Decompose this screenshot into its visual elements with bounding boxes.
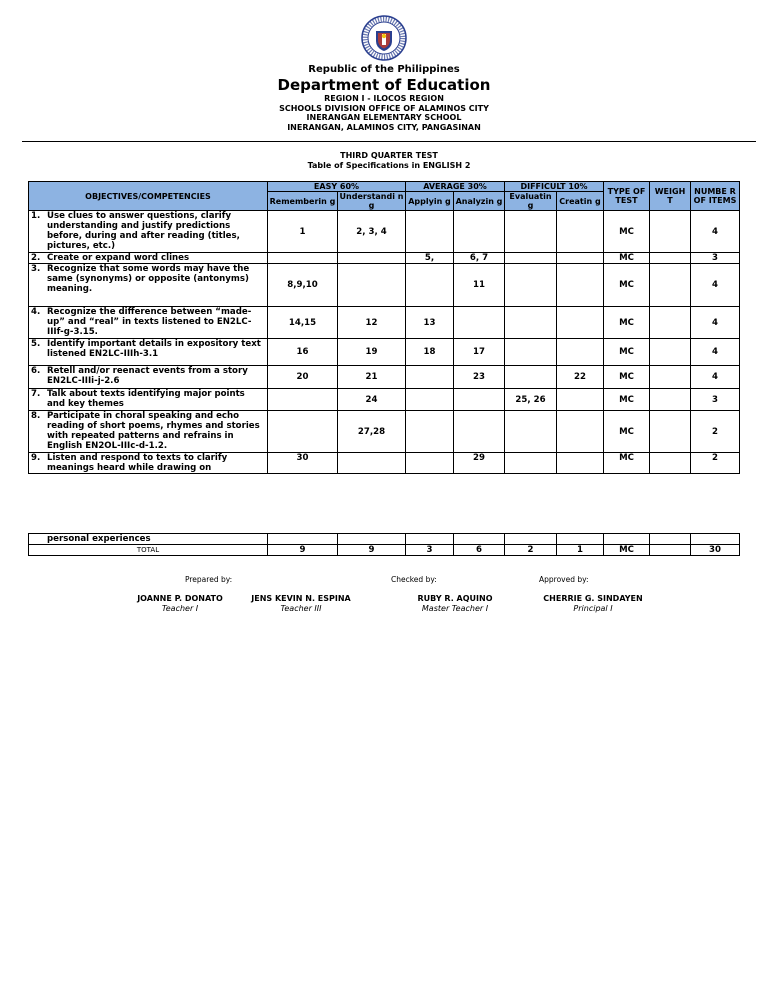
type-cell: MC [604, 366, 650, 389]
evaluating-cell [505, 411, 557, 453]
signatory-position: Teacher I [161, 604, 199, 613]
objective-number: 1. [31, 211, 41, 221]
col-number-header: NUMBE R OF ITEMS [691, 182, 740, 211]
understanding-cell: 2, 3, 4 [338, 211, 406, 253]
objective-number: 8. [31, 411, 41, 421]
remembering-cell: 14,15 [268, 307, 338, 339]
department-name: Department of Education [277, 76, 491, 94]
remembering-cell: 30 [268, 453, 338, 474]
creating-cell [557, 264, 604, 307]
col-type-header: TYPE OF TEST [604, 182, 650, 211]
type-cell: MC [604, 411, 650, 453]
analyzing-cell [454, 389, 505, 411]
table-row [29, 411, 740, 453]
signatory-2 [246, 594, 356, 614]
creating-cell [557, 453, 604, 474]
sub-applying-header: Applyin g [406, 192, 454, 211]
total-analyzing: 6 [454, 545, 505, 556]
type-cell: MC [604, 453, 650, 474]
test-title: THIRD QUARTER TEST [340, 151, 438, 160]
objective-continuation: personal experiences [29, 534, 268, 545]
group-average-header: AVERAGE 30% [406, 182, 505, 192]
objective-cell [29, 264, 268, 307]
objective-cell [29, 453, 268, 474]
objective-cell [29, 339, 268, 366]
region-line: REGION I - ILOCOS REGION [324, 94, 444, 103]
col-objectives-header: OBJECTIVES/COMPETENCIES [29, 182, 268, 211]
applying-cell [406, 211, 454, 253]
understanding-cell: 27,28 [338, 411, 406, 453]
weight-cell [650, 389, 691, 411]
remembering-cell: 8,9,10 [268, 264, 338, 307]
applying-cell [406, 366, 454, 389]
table-row [29, 307, 740, 339]
remembering-cell [268, 411, 338, 453]
remembering-cell: 20 [268, 366, 338, 389]
table-row [29, 264, 740, 307]
republic-line: Republic of the Philippines [308, 64, 460, 75]
letterhead [0, 64, 768, 132]
signatory-name: JOANNE P. DONATO [137, 594, 223, 603]
analyzing-cell: 17 [454, 339, 505, 366]
analyzing-cell: 11 [454, 264, 505, 307]
creating-cell [557, 307, 604, 339]
items-cell: 2 [691, 453, 740, 474]
objective-text: Recognize that some words may have the same (synonyms) or opposite (antonyms) meaning. [47, 264, 250, 294]
total-label: TOTAL [29, 545, 268, 556]
remembering-cell: 16 [268, 339, 338, 366]
remembering-cell: 1 [268, 211, 338, 253]
evaluating-cell [505, 366, 557, 389]
objective-number: 7. [31, 389, 41, 399]
objective-text: Identify important details in expository text listened EN2LC-IIIh-3.1 [47, 339, 261, 359]
items-cell: 2 [691, 411, 740, 453]
test-title-block [0, 151, 768, 171]
prepared-by-label: Prepared by: [185, 575, 233, 584]
sub-creating-header: Creatin g [557, 192, 604, 211]
type-cell: MC [604, 339, 650, 366]
table-row [29, 534, 740, 545]
objective-number: 5. [31, 339, 41, 349]
understanding-cell [338, 253, 406, 264]
understanding-cell [338, 264, 406, 307]
sub-understanding-header: Understandi ng [338, 192, 406, 211]
signatory-3 [410, 594, 500, 614]
objective-text: Create or expand word clines [47, 253, 190, 263]
signatory-name: CHERRIE G. SINDAYEN [543, 594, 643, 603]
applying-cell: 13 [406, 307, 454, 339]
weight-cell [650, 453, 691, 474]
total-applying: 3 [406, 545, 454, 556]
objective-text: Recognize the difference between “made-up” and “real” in texts listened to EN2LC-IIIf-g-3.15. [47, 307, 252, 337]
objective-text: Talk about texts identifying major points and key themes [47, 389, 245, 409]
total-type: MC [604, 545, 650, 556]
objective-cell [29, 411, 268, 453]
items-cell: 4 [691, 307, 740, 339]
total-creating: 1 [557, 545, 604, 556]
weight-cell [650, 339, 691, 366]
checked-by-label: Checked by: [391, 575, 437, 584]
understanding-cell: 21 [338, 366, 406, 389]
col-weight-header: WEIGH T [650, 182, 691, 211]
table-row [29, 389, 740, 411]
objective-text: Retell and/or reenact events from a story EN2LC-IIIi-j-2.6 [47, 366, 248, 386]
items-cell: 4 [691, 211, 740, 253]
objective-cell [29, 253, 268, 264]
analyzing-cell: 6, 7 [454, 253, 505, 264]
deped-seal-logo [361, 15, 407, 61]
total-evaluating: 2 [505, 545, 557, 556]
signatory-name: JENS KEVIN N. ESPINA [251, 594, 351, 603]
type-cell: MC [604, 389, 650, 411]
items-cell: 4 [691, 339, 740, 366]
remembering-cell [268, 253, 338, 264]
understanding-cell: 24 [338, 389, 406, 411]
table-row [29, 253, 740, 264]
creating-cell [557, 211, 604, 253]
creating-cell [557, 389, 604, 411]
table-row [29, 211, 740, 253]
objective-cell [29, 389, 268, 411]
test-subtitle: Table of Specifications in ENGLISH 2 [307, 161, 471, 170]
signatory-position: Teacher III [280, 604, 322, 613]
understanding-cell: 12 [338, 307, 406, 339]
objective-cell [29, 211, 268, 253]
objective-cell [29, 366, 268, 389]
objective-number: 4. [31, 307, 41, 317]
analyzing-cell [454, 411, 505, 453]
objective-text: Listen and respond to texts to clarify meanings heard while drawing on [47, 453, 228, 473]
items-cell: 3 [691, 389, 740, 411]
table-of-specifications [28, 181, 740, 474]
objective-number: 9. [31, 453, 41, 463]
evaluating-cell [505, 253, 557, 264]
objective-text: Use clues to answer questions, clarify understanding and justify predictions before, during and after reading (titles, pictures, etc.) [47, 211, 240, 251]
sub-analyzing-header: Analyzin g [454, 192, 505, 211]
evaluating-cell [505, 264, 557, 307]
evaluating-cell: 25, 26 [505, 389, 557, 411]
total-row [29, 545, 740, 556]
understanding-cell [338, 453, 406, 474]
weight-cell [650, 307, 691, 339]
creating-cell [557, 411, 604, 453]
understanding-cell: 19 [338, 339, 406, 366]
school-address: INERANGAN, ALAMINOS CITY, PANGASINAN [287, 122, 481, 132]
remembering-cell [268, 389, 338, 411]
total-understanding: 9 [338, 545, 406, 556]
evaluating-cell [505, 211, 557, 253]
applying-cell [406, 389, 454, 411]
objective-number: 3. [31, 264, 41, 274]
analyzing-cell: 29 [454, 453, 505, 474]
analyzing-cell [454, 211, 505, 253]
group-easy-header: EASY 60% [268, 182, 406, 192]
applying-cell [406, 411, 454, 453]
signatory-1 [130, 594, 230, 614]
evaluating-cell [505, 339, 557, 366]
objective-text: Participate in choral speaking and echo reading of short poems, rhymes and stories with repeated patterns and refrains in English EN2OL-IIIc-d-1.2. [47, 411, 260, 451]
signatory-name: RUBY R. AQUINO [417, 594, 493, 603]
signatory-position: Master Teacher I [421, 604, 489, 613]
sub-remembering-header: Rememberin g [268, 192, 338, 211]
weight-cell [650, 366, 691, 389]
applying-cell [406, 264, 454, 307]
creating-cell [557, 253, 604, 264]
applying-cell [406, 453, 454, 474]
approved-by-label: Approved by: [539, 575, 589, 584]
evaluating-cell [505, 453, 557, 474]
items-cell: 4 [691, 366, 740, 389]
type-cell: MC [604, 307, 650, 339]
signatory-4 [538, 594, 648, 614]
applying-cell: 18 [406, 339, 454, 366]
signatory-position: Principal I [573, 604, 613, 613]
table-row [29, 453, 740, 474]
weight-cell [650, 253, 691, 264]
creating-cell [557, 339, 604, 366]
applying-cell: 5, [406, 253, 454, 264]
header-divider [22, 141, 756, 142]
total-items: 30 [691, 545, 740, 556]
weight-cell [650, 211, 691, 253]
table-row [29, 366, 740, 389]
analyzing-cell [454, 307, 505, 339]
items-cell: 4 [691, 264, 740, 307]
table-continuation [28, 533, 740, 556]
division-line: SCHOOLS DIVISION OFFICE OF ALAMINOS CITY [279, 103, 489, 113]
items-cell: 3 [691, 253, 740, 264]
table-row [29, 339, 740, 366]
analyzing-cell: 23 [454, 366, 505, 389]
objective-number: 6. [31, 366, 41, 376]
type-cell: MC [604, 211, 650, 253]
type-cell: MC [604, 264, 650, 307]
evaluating-cell [505, 307, 557, 339]
creating-cell: 22 [557, 366, 604, 389]
group-difficult-header: DIFFICULT 10% [505, 182, 604, 192]
objective-number: 2. [31, 253, 41, 263]
objective-cell [29, 307, 268, 339]
weight-cell [650, 411, 691, 453]
school-name: INERANGAN ELEMENTARY SCHOOL [306, 113, 462, 122]
type-cell: MC [604, 253, 650, 264]
total-remembering: 9 [268, 545, 338, 556]
weight-cell [650, 264, 691, 307]
sub-evaluating-header: Evaluatin g [505, 192, 557, 211]
total-weight [650, 545, 691, 556]
